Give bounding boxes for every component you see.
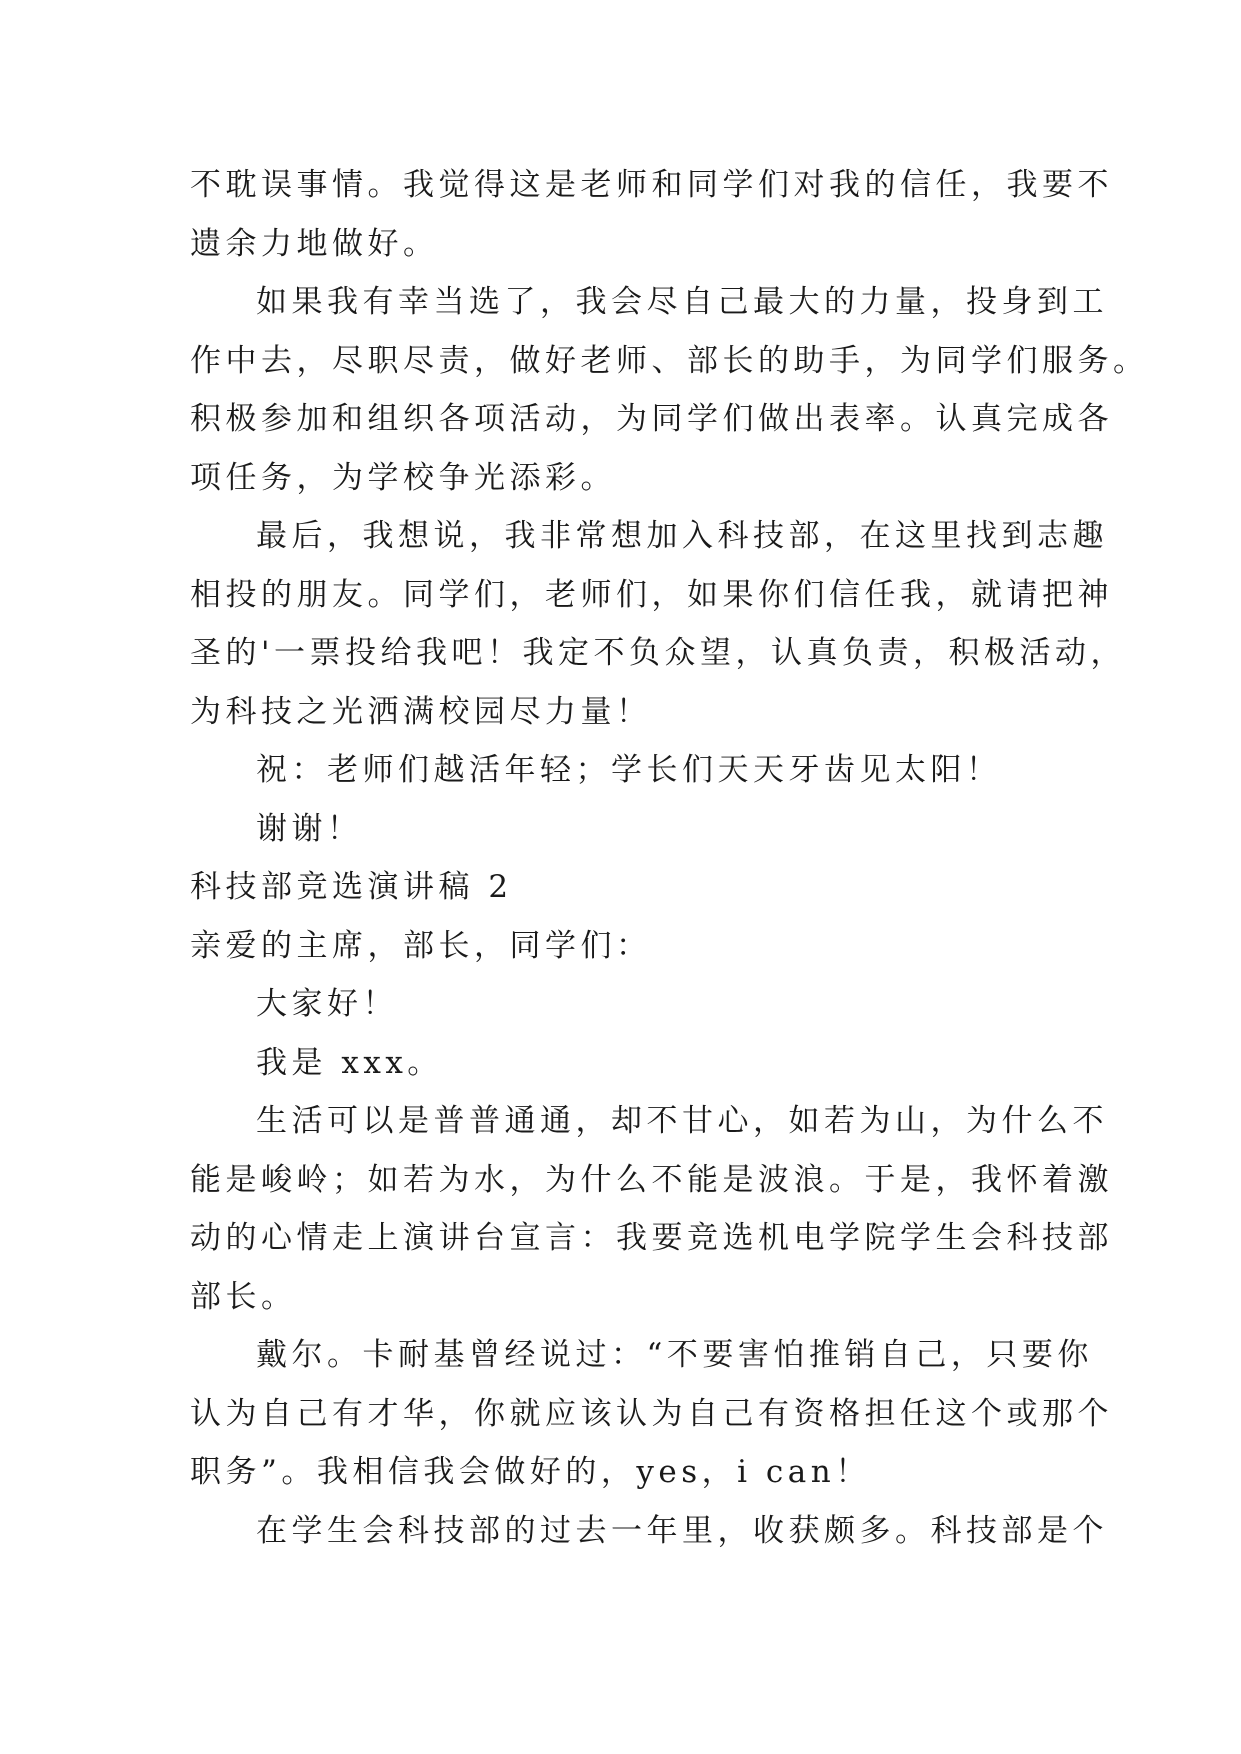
closing-wish-line: 祝：老师们越活年轻；学长们天天牙齿见太阳！ [256, 752, 1002, 788]
text-line: 遗余力地做好。 [190, 225, 439, 262]
intro-line: 我是 xxx。 [256, 1044, 443, 1081]
greeting-line: 大家好！ [256, 986, 398, 1022]
salutation-line: 亲爱的主席，部长，同学们： [190, 927, 652, 964]
text-line: 相投的朋友。同学们，老师们，如果你们信任我，就请把神 [190, 576, 1113, 613]
paragraph-start-line: 在学生会科技部的过去一年里，收获颇多。科技部是个 [256, 1512, 1108, 1549]
text-line: 部长。 [190, 1278, 297, 1315]
text-line: 作中去，尽职尽责，做好老师、部长的助手，为同学们服务。 [190, 342, 1149, 379]
text-line: 能是峻岭；如若为水，为什么不能是波浪。于是，我怀着激 [190, 1161, 1113, 1198]
paragraph-start-line: 最后，我想说，我非常想加入科技部，在这里找到志趣 [256, 518, 1108, 554]
text-line: 项任务，为学校争光添彩。 [190, 459, 616, 496]
text-line: 为科技之光洒满校园尽力量！ [190, 693, 652, 730]
text-line: 认为自己有才华，你就应该认为自己有资格担任这个或那个 [190, 1395, 1113, 1432]
paragraph-start-line: 戴尔。卡耐基曾经说过：“不要害怕推销自己，只要你 [256, 1337, 1093, 1373]
text-line: 圣的'一票投给我吧！我定不负众望，认真负责，积极活动， [190, 635, 1127, 671]
text-line: 动的心情走上演讲台宣言：我要竞选机电学院学生会科技部 [190, 1220, 1113, 1256]
text-line: 不耽误事情。我觉得这是老师和同学们对我的信任，我要不 [190, 167, 1113, 203]
document-body [190, 156, 1149, 1560]
thanks-line: 谢谢！ [256, 810, 363, 847]
text-line: 积极参加和组织各项活动，为同学们做出表率。认真完成各 [190, 401, 1113, 437]
text-line: 职务”。我相信我会做好的，yes，i can！ [190, 1454, 871, 1490]
section-title: 科技部竞选演讲稿 2 [190, 869, 513, 905]
paragraph-start-line: 如果我有幸当选了，我会尽自己最大的力量，投身到工 [256, 284, 1108, 320]
paragraph-start-line: 生活可以是普普通通，却不甘心，如若为山，为什么不 [256, 1103, 1108, 1139]
